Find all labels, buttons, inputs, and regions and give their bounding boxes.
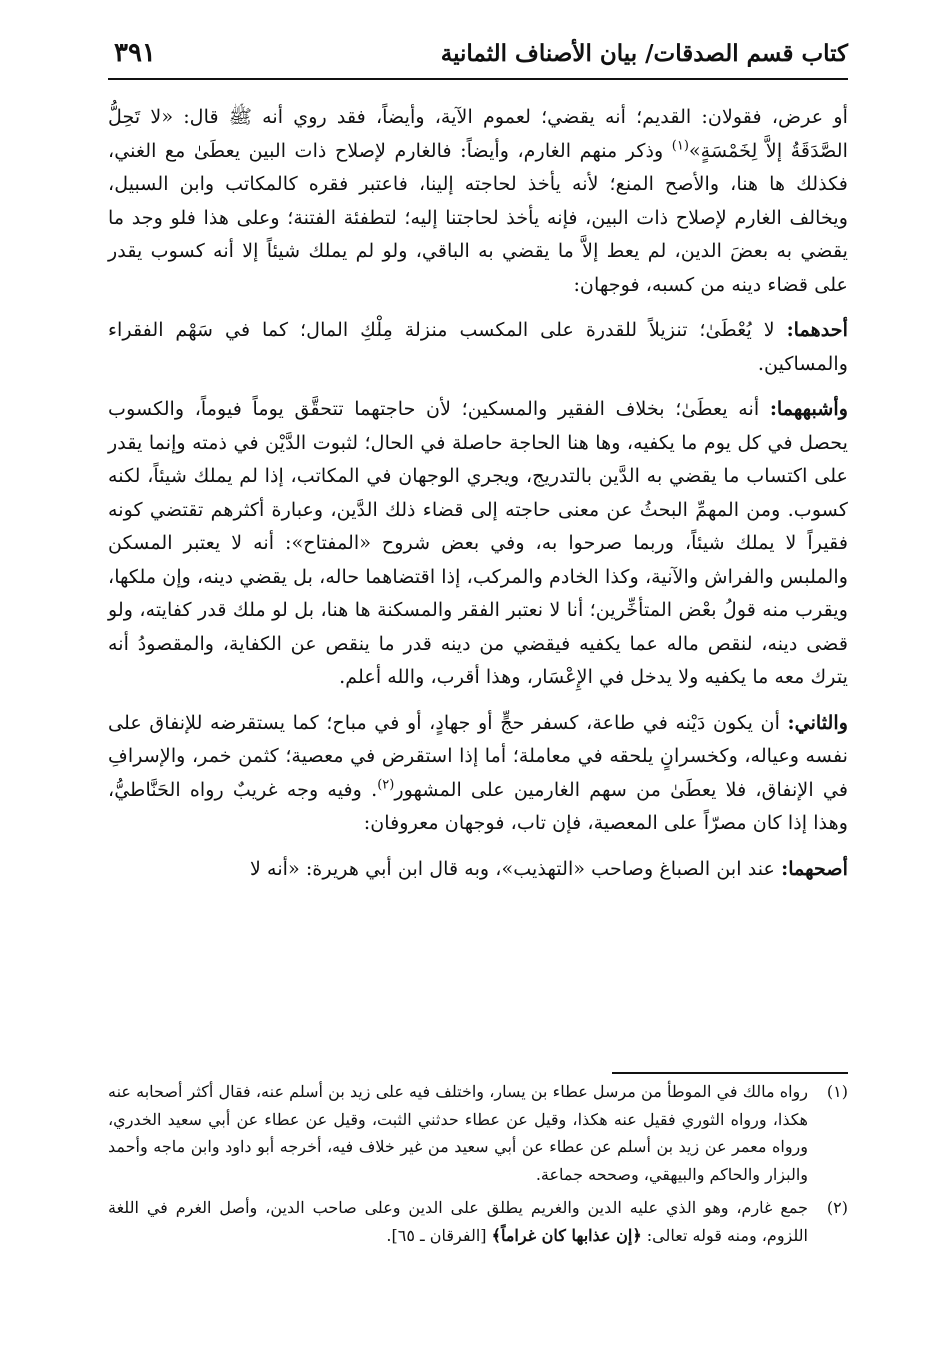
paragraph-text: لا يُعْطَىٰ؛ تنزيلاً للقدرة على المكسب منزلة مِلْكِ المال؛ كما في سَهْم الفقراء والمساكين.	[108, 318, 848, 375]
footnote-text-part: [الفرقان ـ ٦٥].	[386, 1225, 492, 1245]
footnote-divider	[612, 1072, 848, 1074]
footnote-number: (١)	[826, 1082, 848, 1101]
quran-quote: ﴿إن عذابها كان غراماً﴾	[491, 1225, 642, 1245]
paragraph	[108, 313, 848, 380]
footnotes	[108, 1078, 848, 1255]
paragraph-lead: وأشبههما:	[769, 397, 848, 420]
paragraph-text: وذكر منهم الغارم، وأيضاً: فالغارم لإصلاح ذات البين يعطَىٰ مع الغني، فكذلك ها هنا، والأصح المنع؛ لأنه يأخذ لحاجته إلينا، فاعتبر فقره كالمكاتب وابن السبيل، ويخالف الغارم لإصلاح ذات البين، فإنه يأخذ لحاجتنا إليه؛ لتطفئة الفتنة؛ وعلى هذا فلو وجد ما يقضي به بعضَ الدين، لم يعط إلاَّ ما يقضي به الباقي، ولو لم يملك شيئاً إلا أنه كسوب يقدر على قضاء دينه من كسبه، فوجهان:	[108, 138, 848, 296]
footnote-ref-2[interactable]: (٢)	[377, 777, 395, 793]
paragraph-text: أو عرض، فقولان: القديم؛ أنه يقضي؛ لعموم الآية، وأيضاً، فقد روي أنه ﷺ قال: «لا تَحِلُّ الصَّدَقَةُ إلاَّ لِخَمْسَةٍ»	[108, 105, 848, 162]
paragraph	[108, 706, 848, 840]
paragraph-text: عند ابن الصباغ وصاحب «التهذيب»، وبه قال ابن أبي هريرة: «أنه لا	[250, 856, 782, 880]
footnote	[108, 1078, 848, 1188]
paragraph-text: . وفيه وجه غريبٌ رواه الحَنَّاطيُّ، وهذا إذا كان مصرّاً على المعصية، فإن تاب، فوجهان معروفان:	[108, 777, 848, 834]
footnote	[108, 1194, 848, 1249]
page-number: ٣٩١	[114, 38, 156, 68]
paragraph	[108, 852, 848, 886]
paragraph-lead: أصحهما:	[781, 856, 848, 880]
footnote-text: رواه مالك في الموطأ من مرسل عطاء بن يسار، واختلف فيه على زيد بن أسلم عنه، فقال أكثر أصحابه عنه هكذا، ورواه الثوري فقيل عنه هكذا، وقيل عن عطاء حدثني الثبت، وقيل عن عطاء عن أبي سعيد الخدري، ورواه معمر عن زيد بن أسلم عن عطاء عن أبي سعيد من غير خلاف فيه، أخرجه أبو داود وابن ماجه وأحمد والبزار والحاكم والبيهقي، وصححه جماعة.	[108, 1082, 808, 1184]
footnote-number: (٢)	[826, 1198, 848, 1217]
footnote-ref-1[interactable]: (١)	[671, 138, 689, 154]
footnote-text	[108, 1194, 808, 1249]
paragraph	[108, 392, 848, 694]
paragraph-text: أنه يعطَىٰ؛ بخلاف الفقير والمسكين؛ لأن حاجتهما تتحقَّق يوماً فيوماً، والكسوب يحصل في كل يوم ما يكفيه، وها هنا الحاجة حاصلة في الحال؛ لثبوت الدَّيْن في ذمته وإنما يقدر على اكتساب ما يقضي به الدَّين بالتدريج، ويجري الوجهان في المكاتب، إذا لم يملك شيئاً، لكنه كسوب. ومن المهمِّ البحثُ عن معنى حاجته إلى قضاء ذلك الدَّين، وعبارة أكثرهم تقتضي كونه فقيراً لا يملك شيئاً، وربما صرحوا به، وفي بعض شروح «المفتاح»: أنه لا يعتبر المسكن والملبس والفراش والآنية، وكذا الخادم والمركب، إذا اقتضاهما حاله، بل يقضي دينه، وإن ملكها، ويقرب منه قولُ بعْض المتأخِّرين؛ أنا لا نعتبر الفقر والمسكنة ها هنا، بل لو ملك قدر كفايته، ولو قضى دينه، لنقص ماله عما يكفيه فيقضي من دينه قدر ما ينقص عن الكفاية، والمقصودُ أنه يترك معه ما يكفيه ولا يدخل في الإِعْسَار، وهذا أقرب، والله أعلم.	[108, 397, 848, 688]
main-text	[108, 100, 848, 897]
running-title: كتاب قسم الصدقات/ بيان الأصناف الثمانية	[440, 40, 848, 67]
paragraph-text: أن يكون دَيْنه في طاعة، كسفر حجٍّ أو جهادٍ، أو في مباح؛ كما يستقرضه للإنفاق على نفسه وعياله، وكخسرانٍ يلحقه في معاملة؛ أما إذا استقرض في معصية؛ كثمن خمر، والإسرافِ في الإنفاق، فلا يعطَىٰ من سهم الغارمين على المشهور	[108, 710, 849, 801]
paragraph-lead: والثاني:	[787, 710, 848, 734]
paragraph-lead: أحدهما:	[786, 318, 848, 341]
paragraph	[108, 100, 848, 301]
page-header	[108, 30, 848, 80]
footnote-text-part: جمع غارم، وهو الذي عليه الدين والغريم يطلق على الدين وعلى صاحب الدين، وأصل الغرم في اللغة اللزوم، ومنه قوله تعالى:	[108, 1198, 808, 1245]
